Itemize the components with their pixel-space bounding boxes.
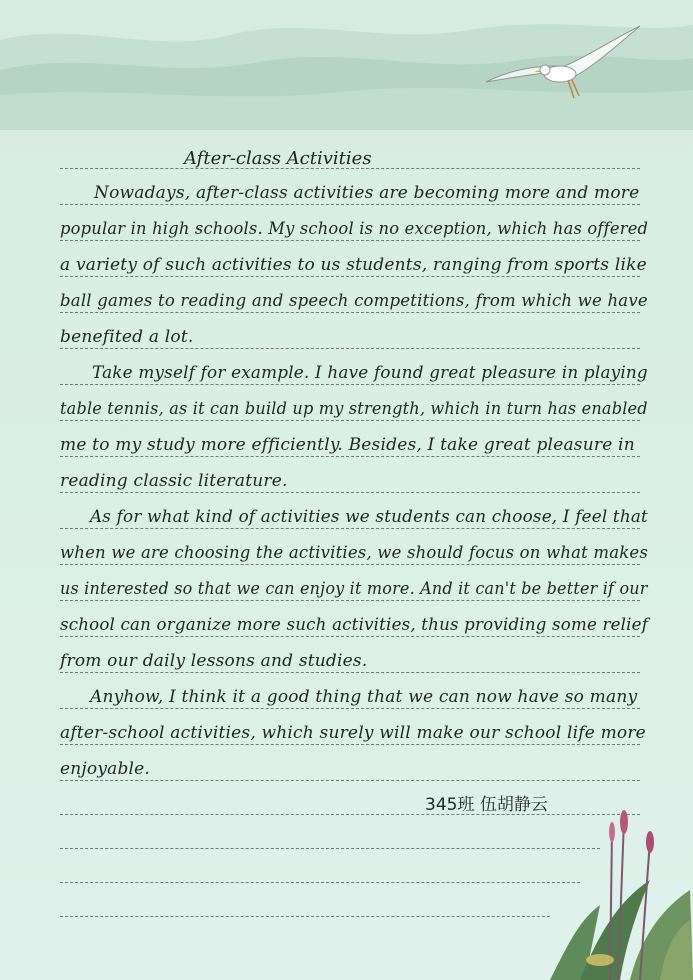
- ruled-line: [60, 276, 640, 277]
- essay-line: table tennis, as it can build up my strength, which in turn has enabled: [60, 399, 648, 419]
- essay-title: After-class Activities: [184, 148, 372, 169]
- essay-line: when we are choosing the activities, we should focus on what makes: [60, 543, 648, 563]
- ruled-line: [60, 708, 640, 709]
- ruled-line: [60, 492, 640, 493]
- essay-line: after-school activities, which surely will make our school life more: [60, 723, 646, 743]
- ruled-line: [60, 564, 640, 565]
- essay-line: ball games to reading and speech competitions, from which we have: [60, 291, 648, 311]
- essay-line: As for what kind of activities we students can choose, I feel that: [90, 507, 648, 527]
- ruled-line: [60, 600, 640, 601]
- essay-line: school can organize more such activities, thus providing some relief: [60, 615, 649, 635]
- essay-line: enjoyable.: [60, 759, 151, 779]
- ruled-line: [60, 780, 640, 781]
- ruled-line: [60, 384, 640, 385]
- ruled-line: [60, 204, 640, 205]
- seagull-illustration: [484, 22, 644, 108]
- essay-line: from our daily lessons and studies.: [60, 651, 368, 671]
- essay-line: me to my study more efficiently. Besides, I take great pleasure in: [60, 435, 635, 455]
- essay-line: Anyhow, I think it a good thing that we can now have so many: [90, 687, 638, 707]
- ruled-line: [60, 848, 600, 849]
- ruled-line: [60, 240, 640, 241]
- ruled-line: [60, 456, 640, 457]
- essay-line: popular in high schools. My school is no exception, which has offered: [60, 219, 649, 239]
- ruled-line: [60, 814, 640, 815]
- ruled-line: [60, 916, 550, 917]
- ruled-line: [60, 672, 640, 673]
- ruled-line: [60, 744, 640, 745]
- ruled-line: [60, 528, 640, 529]
- plants-illustration: [540, 810, 693, 980]
- ruled-line: [60, 348, 640, 349]
- ruled-line: [60, 636, 640, 637]
- ruled-line: [60, 312, 640, 313]
- ruled-line: [60, 882, 580, 883]
- ruled-line: [60, 420, 640, 421]
- essay-line: reading classic literature.: [60, 471, 288, 491]
- essay-line: benefited a lot.: [60, 327, 194, 347]
- essay-line: Nowadays, after-class activities are becoming more and more: [94, 183, 640, 203]
- signature: 345班 伍胡静云: [425, 795, 548, 815]
- essay-line: us interested so that we can enjoy it more. And it can't be better if our: [60, 579, 648, 599]
- essay-line: Take myself for example. I have found great pleasure in playing: [92, 363, 648, 383]
- essay-line: a variety of such activities to us students, ranging from sports like: [60, 255, 647, 275]
